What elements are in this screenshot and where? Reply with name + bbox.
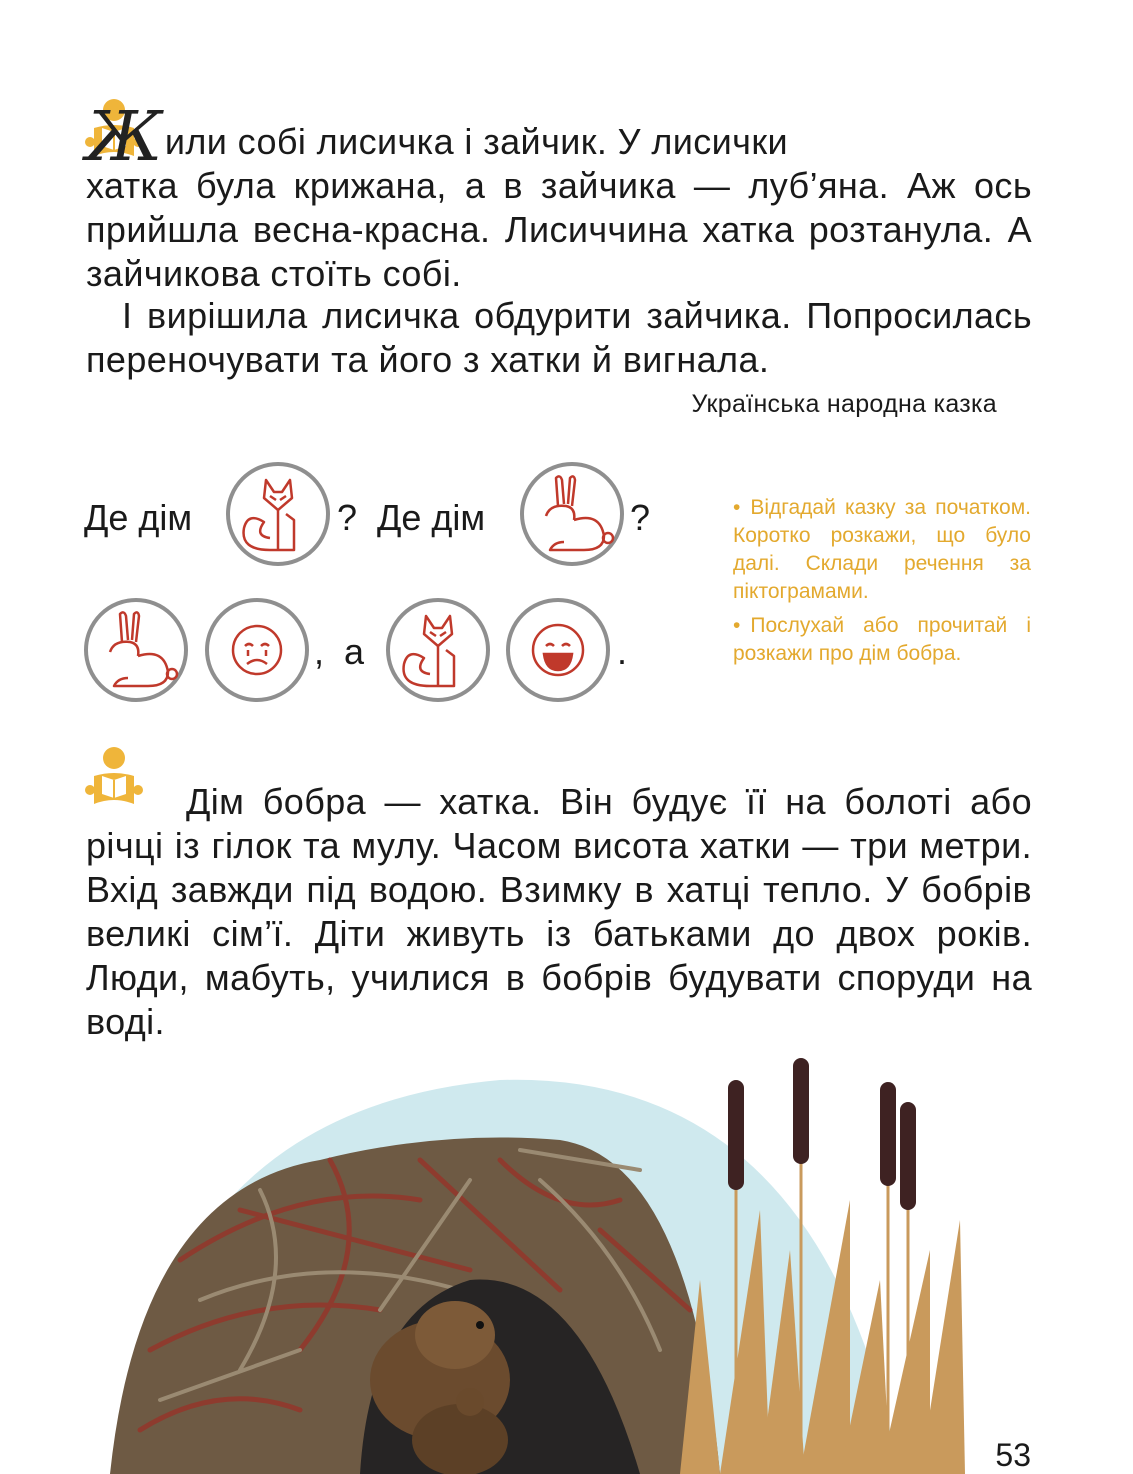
story-attribution: Українська народна казка	[691, 390, 997, 418]
fox-pictogram-icon	[226, 462, 330, 566]
smiling-face-icon	[506, 598, 610, 702]
question-1-text: Де дім	[84, 497, 193, 538]
fox-pictogram-icon	[386, 598, 490, 702]
dropcap-letter: Ж	[86, 98, 163, 177]
story-paragraph-1	[86, 98, 1032, 296]
task-list	[733, 494, 1031, 674]
story-paragraph-1-rest: хатка була крижана, а в зайчика — луб’яна. Аж ось прийшла весна-красна. Лисиччина хатка розтанула. А зайчикова стоїть собі.	[86, 165, 1032, 294]
period: .	[617, 631, 628, 672]
story-paragraph-2: І вирішила лисичка обдурити зайчика. Попросилась переночувати та його з хатки й вигнала.	[86, 295, 1032, 380]
question-2-mark: ?	[630, 497, 651, 538]
beaver-lodge-illustration	[0, 1050, 1133, 1474]
crying-face-icon	[205, 598, 309, 702]
question-2-text: Де дім	[377, 497, 486, 538]
task-item: • Послухай або прочитай і розкажи про дім бобра.	[733, 614, 1031, 665]
comma: ,	[314, 631, 325, 672]
question-1-mark: ?	[337, 497, 358, 538]
hare-pictogram-icon	[520, 462, 624, 566]
story-first-line: или собі лисичка і зайчик. У лисички	[164, 121, 788, 162]
beaver-paragraph: Дім бобра — хатка. Він будує її на болоті або річці із гілок та мулу. Часом висота хатки — три метри. Вхід завжди під водою. Взимку в хатці тепло. У бобрів великі сім’ї. Діти живуть із батьками до двох років. Люди, мабуть, училися в бобрів будувати споруди на воді.	[86, 781, 1032, 1042]
task-item: • Відгадай казку за початком. Коротко розкажи, що було далі. Склади речення за піктограмами.	[733, 496, 1031, 603]
conjunction-a: а	[344, 631, 365, 672]
hare-pictogram-icon	[84, 598, 188, 702]
page-number: 53	[995, 1437, 1031, 1473]
